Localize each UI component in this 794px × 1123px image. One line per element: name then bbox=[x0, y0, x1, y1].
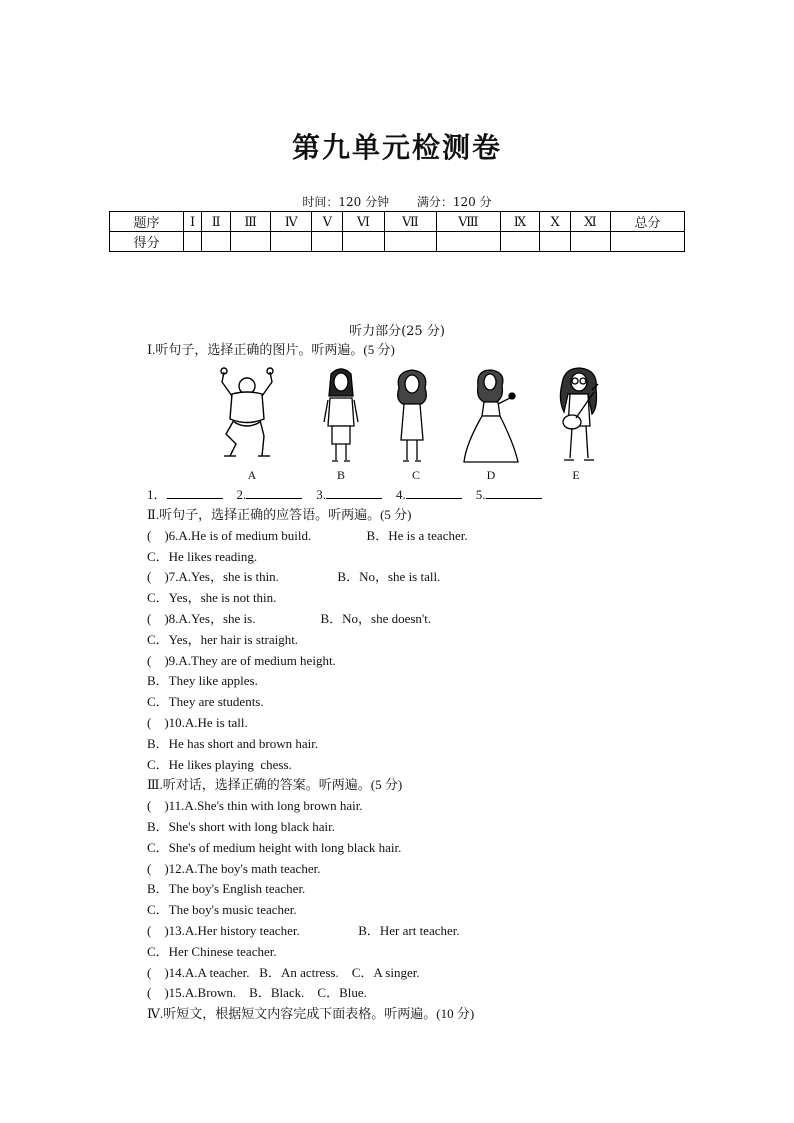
col-6: Ⅵ bbox=[343, 212, 385, 232]
picture-label-b: B bbox=[336, 468, 345, 482]
score-cell bbox=[570, 232, 610, 252]
score-cell bbox=[437, 232, 500, 252]
full-score: 满分：120 分 bbox=[416, 195, 492, 209]
blank-label-2: 2. bbox=[236, 487, 247, 502]
score-cell bbox=[611, 232, 685, 252]
picture-label-e: E bbox=[572, 468, 580, 482]
row-label-score: 得分 bbox=[110, 232, 184, 252]
part1-heading-wrap bbox=[147, 340, 707, 361]
answer-blank-4[interactable] bbox=[406, 486, 462, 499]
picture-c-curly-hair-girl bbox=[377, 364, 447, 468]
blank-label-4: 4. bbox=[396, 487, 406, 502]
score-cell bbox=[384, 232, 436, 252]
col-3: Ⅲ bbox=[231, 212, 271, 232]
score-cell bbox=[184, 232, 202, 252]
question-line: C．They are students. bbox=[147, 694, 264, 710]
part1-heading: Ⅰ.听句子，选择正确的图片。听两遍。(5 分) bbox=[147, 342, 395, 357]
time-limit: 时间：120 分钟 bbox=[302, 195, 390, 209]
part1-answer-blanks bbox=[147, 484, 556, 503]
question-line: ( )11.A.She's thin with long brown hair. bbox=[147, 798, 363, 814]
question-line: C．Yes，she is not thin. bbox=[147, 590, 277, 606]
picture-label-d: D bbox=[486, 468, 496, 482]
col-5: Ⅴ bbox=[312, 212, 343, 232]
row-label-question: 题序 bbox=[110, 212, 184, 232]
answer-blank-2[interactable] bbox=[246, 486, 302, 499]
blank-label-1: 1． bbox=[147, 487, 167, 502]
col-11: Ⅺ bbox=[570, 212, 610, 232]
exam-title: 第九单元检测卷 bbox=[291, 131, 502, 164]
question-line: C．He likes reading. bbox=[147, 548, 258, 564]
col-1: Ⅰ bbox=[184, 212, 202, 232]
answer-blank-5[interactable] bbox=[486, 486, 542, 499]
col-7: Ⅶ bbox=[384, 212, 436, 232]
picture-d-singer-in-gown bbox=[456, 364, 526, 468]
col-total: 总分 bbox=[611, 212, 685, 232]
blank-label-5: 5. bbox=[475, 487, 486, 502]
score-cell bbox=[271, 232, 312, 252]
questions-body bbox=[147, 505, 707, 1025]
question-line: ( )6.A.He is of medium build. B．He is a teacher. bbox=[147, 527, 468, 543]
question-line: B．He has short and brown hair. bbox=[147, 735, 319, 751]
score-table-score-row bbox=[110, 232, 685, 252]
picture-options bbox=[212, 364, 612, 484]
question-line: B．They like apples. bbox=[147, 673, 258, 689]
col-8: Ⅷ bbox=[437, 212, 500, 232]
exam-meta bbox=[0, 193, 794, 210]
listening-section-title: 听力部分(25 分) bbox=[349, 324, 445, 339]
picture-label-a: A bbox=[247, 468, 257, 482]
question-line: ( )9.A.They are of medium height. bbox=[147, 652, 336, 668]
question-line: C．Yes，her hair is straight. bbox=[147, 631, 299, 647]
part2-heading: Ⅱ.听句子，选择正确的应答语。听两遍。(5 分) bbox=[147, 507, 412, 522]
picture-b-straight-hair-woman bbox=[306, 364, 376, 468]
question-line: ( )12.A.The boy's math teacher. bbox=[147, 860, 321, 876]
question-line: ( )13.A.Her history teacher. B．Her art teacher. bbox=[147, 922, 460, 938]
answer-blank-3[interactable] bbox=[326, 486, 382, 499]
col-4: Ⅳ bbox=[271, 212, 312, 232]
picture-e-guitarist bbox=[542, 364, 612, 468]
question-line: ( )7.A.Yes，she is thin. B．No，she is tall. bbox=[147, 569, 441, 585]
score-cell bbox=[540, 232, 570, 252]
score-cell bbox=[231, 232, 271, 252]
question-line: ( )8.A.Yes，she is. B．No，she doesn't. bbox=[147, 610, 432, 626]
question-line: C．She's of medium height with long black hair. bbox=[147, 839, 402, 855]
question-line: C．He likes playing chess. bbox=[147, 756, 292, 772]
score-cell bbox=[312, 232, 343, 252]
question-line: C．Her Chinese teacher. bbox=[147, 943, 277, 959]
score-table bbox=[109, 211, 685, 252]
picture-a-strongman bbox=[212, 364, 282, 468]
col-10: Ⅹ bbox=[540, 212, 570, 232]
score-table-header-row bbox=[110, 212, 685, 232]
answer-blank-1[interactable] bbox=[167, 486, 223, 499]
col-9: Ⅸ bbox=[500, 212, 540, 232]
question-line: ( )10.A.He is tall. bbox=[147, 714, 248, 730]
question-line: ( )15.A.Brown. B．Black. C．Blue. bbox=[147, 985, 367, 1001]
question-line: B．She's short with long black hair. bbox=[147, 818, 335, 834]
score-cell bbox=[500, 232, 540, 252]
col-2: Ⅱ bbox=[202, 212, 231, 232]
blank-label-3: 3. bbox=[316, 487, 327, 502]
picture-label-c: C bbox=[411, 468, 420, 482]
score-cell bbox=[202, 232, 231, 252]
score-cell bbox=[343, 232, 385, 252]
question-line: B．The boy's English teacher. bbox=[147, 881, 306, 897]
part4-heading: Ⅳ.听短文，根据短文内容完成下面表格。听两遍。(10 分) bbox=[147, 1006, 475, 1022]
question-line: C．The boy's music teacher. bbox=[147, 902, 297, 918]
part3-heading: Ⅲ.听对话，选择正确的答案。听两遍。(5 分) bbox=[147, 777, 403, 793]
question-line: ( )14.A.A teacher. B．An actress. C．A singer. bbox=[147, 964, 420, 980]
